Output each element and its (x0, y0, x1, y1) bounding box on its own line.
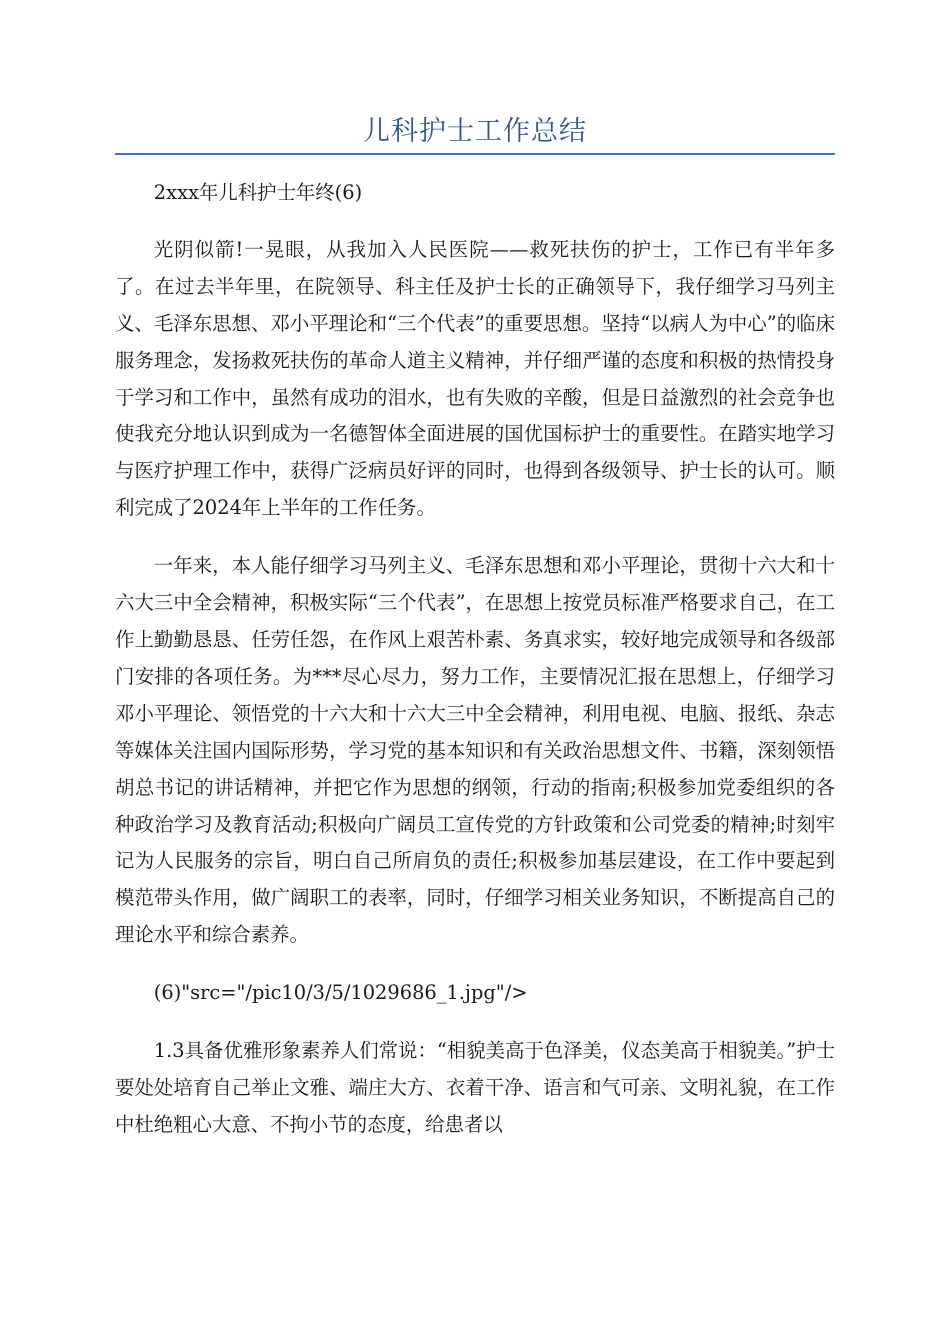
document-body (115, 175, 835, 1165)
paragraph-image-residue: (6)"src="/pic10/3/5/1029686_1.jpg"/> (153, 981, 528, 1005)
document-subtitle: 2xxx年儿科护士年终(6) (153, 181, 363, 204)
paragraph-1: 光阴似箭!一晃眼，从我加入人民医院——救死扶伤的护士，工作已有半年多了。在过去半年里，在院领导、科主任及护士长的正确领导下，我仔细学习马列主义、毛泽东思想、邓小平理论和“三个代表”的重要思想。坚持“以病人为中心”的临床服务理念，发扬救死扶伤的革命人道主义精神，并仔细严谨的态度和积极的热情投身于学习和工作中，虽然有成功的泪水，也有失败的辛酸，但是日益激烈的社会竞争也使我充分地认识到成为一名德智体全面进展的国优国标护士的重要性。在踏实地学习与医疗护理工作中，获得广泛病员好评的同时，也得到各级领导、护士长的认可。顺利完成了2024年上半年的工作任务。 (115, 237, 835, 520)
title-underline (115, 153, 835, 155)
paragraph-2: 一年来，本人能仔细学习马列主义、毛泽东思想和邓小平理论，贯彻十六大和十六大三中全会精神，积极实际“三个代表”，在思想上按党员标准严格要求自己，在工作上勤勤恳恳、任劳任怨，在作风上艰苦朴素、务真求实，较好地完成领导和各级部门安排的各项任务。为***尽心尽力，努力工作，主要情况汇报在思想上，仔细学习邓小平理论、领悟党的十六大和十六大三中全会精神，利用电视、电脑、报纸、杂志等媒体关注国内国际形势，学习党的基本知识和有关政治思想文件、书籍，深刻领悟胡总书记的讲话精神，并把它作为思想的纲领，行动的指南;积极参加党委组织的各种政治学习及教育活动;积极向广阔员工宣传党的方针政策和公司党委的精神;时刻牢记为人民服务的宗旨，明白自己所肩负的责任;积极参加基层建设，在工作中要起到模范带头作用，做广阔职工的表率，同时，仔细学习相关业务知识，不断提高自己的理论水平和综合素养。 (115, 554, 835, 947)
paragraph-4: 1.3具备优雅形象素养人们常说：“相貌美高于色泽美，仪态美高于相貌美。”护士要处处培育自己举止文雅、端庄大方、衣着干净、语言和气可亲、文明礼貌，在工作中杜绝粗心大意、不拘小节的态度，给患者以 (115, 1039, 835, 1136)
document-title: 儿科护士工作总结 (363, 116, 587, 147)
